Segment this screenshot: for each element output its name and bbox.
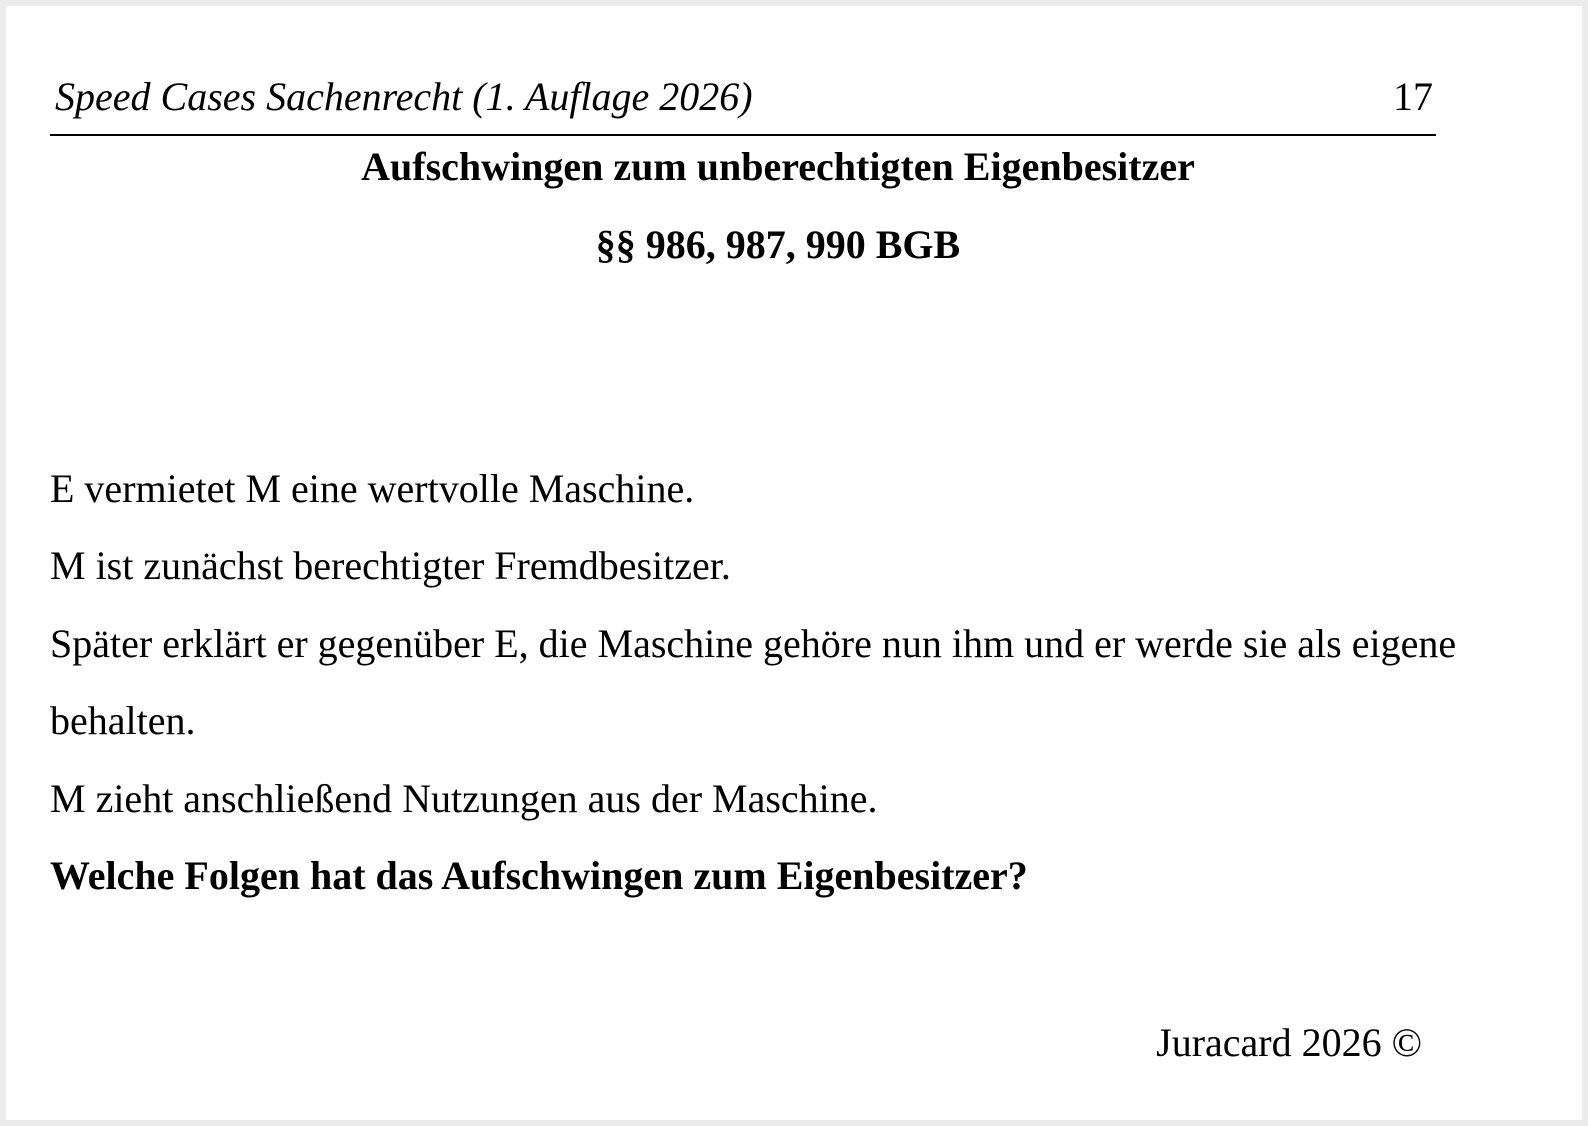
- copyright-footer: Juracard 2026 ©: [1156, 1020, 1422, 1065]
- case-norms: §§ 986, 987, 990 BGB: [595, 222, 961, 267]
- running-header: [50, 72, 1436, 136]
- fact-paragraph: M ist zunächst berechtigter Fremdbesitzer.: [50, 543, 731, 589]
- fact-paragraph: Später erklärt er gegenüber E, die Maschine gehöre nun ihm und er werde sie als eigene behalten.: [50, 620, 1457, 744]
- case-title: Aufschwingen zum unberechtigten Eigenbesitzer: [361, 144, 1195, 189]
- page-number: 17: [1393, 74, 1433, 119]
- document-page: [6, 6, 1582, 1120]
- fact-paragraph: M zieht anschließend Nutzungen aus der Maschine.: [50, 775, 878, 821]
- running-title: Speed Cases Sachenrecht (1. Auflage 2026): [55, 74, 753, 119]
- case-question: Welche Folgen hat das Aufschwingen zum Eigenbesitzer?: [50, 853, 1028, 899]
- fact-paragraph: E vermietet M eine wertvolle Maschine.: [50, 466, 695, 511]
- case-facts: [50, 450, 1530, 914]
